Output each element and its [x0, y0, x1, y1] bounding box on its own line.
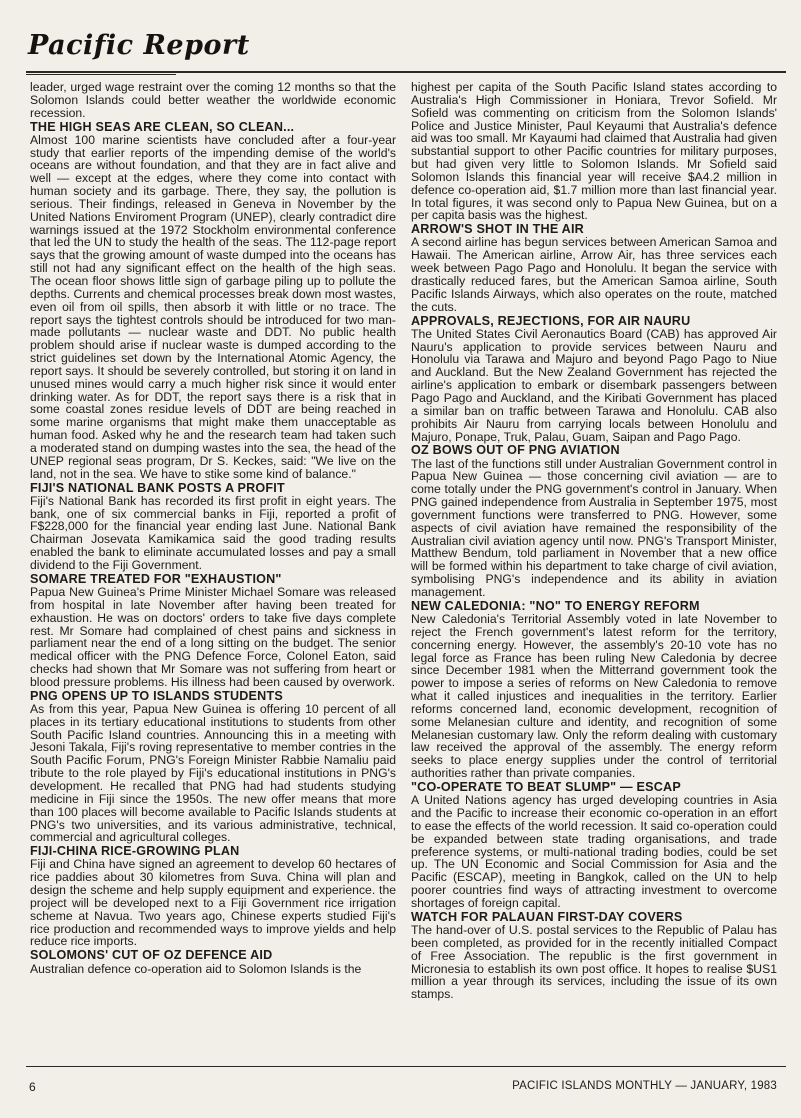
article-paragraph: The hand-over of U.S. postal services to the Republic of Palau has been completed, as provided for in the recently initialled Compact of Free Association. The republic is the first government in Micronesia to establish its own post office. It hopes to realise $US1 million a year through its services, including the issue of its own stamps. [411, 923, 777, 1002]
article-paragraph: The last of the functions still under Australian Government control in Papua New Guinea — those concerning civil aviation — are to come totally under the PNG government's control in January. When PNG gained independence from Australia in September 1975, most government functions were transferred to PNG. However, some aspects of civil aviation have remained the responsibility of the Australian civil aviation agency until now. PNG's Transport Minister, Matthew Bendum, told parliament in November that a new office will be formed within his department to take charge of civil aviation, symbolising PNG's independence and its ability in aviation management. [411, 456, 777, 599]
article-paragraph: New Caledonia's Territorial Assembly voted in late November to reject the French government's latest reform for the territory, concerning energy. However, the assembly's 20-10 vote has no legal force as France has been ruling New Caledonia by decree since December 1981 when the Mitterrand government took the power to impose a series of reforms on New Caledonia to remove what it called injustices and inequalities in the territory. Earlier reforms concerned land, economic development, recognition of some Melanesian culture and identity, and recognition of some Melanesian customary law. Only the reform dealing with customary law received the approval of the assembly. The energy reform seeks to place energy supplies under the control of territorial authorities rather than private companies. [411, 612, 777, 781]
article-heading: OZ BOWS OUT OF PNG AVIATION [411, 443, 620, 458]
article-heading: THE HIGH SEAS ARE CLEAN, SO CLEAN... [30, 119, 295, 134]
article-paragraph: Papua New Guinea's Prime Minister Michael Somare was released from hospital in late November after having been treated for exhaustion. He was on doctors' orders to take five days complete rest. Mr Somare had complained of chest pains and sickness in parliament near the end of a long sitting on the budget. The senior medical officer with the PNG Defence Force, Colonel Eaton, said checks had shown that Mr Somare was not suffering from heart or blood pressure problems. His illness had been caused by overwork. [30, 584, 396, 689]
article-paragraph: A second airline has begun services between American Samoa and Hawaii. The American airline, Arrow Air, has three services each week between Pago Pago and Honolulu. It began the service with drastically reduced fares, but the American Samoa airline, South Pacific Islands Airways, which also operates on the route, matched the cuts. [411, 235, 777, 314]
logo-underline [26, 74, 176, 75]
article-paragraph: leader, urged wage restraint over the coming 12 months so that the Solomon Islands could better weather the worldwide economic recession. [30, 81, 396, 120]
pacific-report-logo: Pacific Report [28, 30, 250, 61]
article-heading: PNG OPENS UP TO ISLANDS STUDENTS [30, 688, 283, 703]
masthead [26, 18, 786, 80]
article-heading: NEW CALEDONIA: "NO" TO ENERGY REFORM [411, 598, 700, 613]
article-paragraph: The United States Civil Aeronautics Board (CAB) has approved Air Nauru's application to provide services between Nauru and Honolulu via Tarawa and Majuro and beyond Pago Pago to Niue and Auckland. But the New Zealand Government has rejected the airline's application to embark or disembark passengers between Pago Pago and Auckland, and the Kiribati Government has placed a similar ban on traffic between Tarawa and Honolulu. CAB also prohibits Air Nauru from carrying locals between Honolulu and Majuro, Ponape, Truk, Palau, Guam, Saipan and Pago Pago. [411, 326, 777, 444]
article-heading: FIJI'S NATIONAL BANK POSTS A PROFIT [30, 480, 285, 495]
footer-rule [26, 1066, 786, 1067]
article-heading: ARROW'S SHOT IN THE AIR [411, 222, 584, 237]
article-paragraph: A United Nations agency has urged developing countries in Asia and the Pacific to increase their economic co-operation in an effort to ease the effects of the world recession. It said co-operation could be expanded between state trading organisations, and trade preference systems, or multi-national trading bodies, could be set up. The UN Economic and Social Commission for Asia and the Pacific (ESCAP), meeting in Bangkok, called on the UN to help poorer countries find ways of attracting investment to overcome shortages of foreign capital. [411, 793, 777, 910]
article-paragraph: Almost 100 marine scientists have concluded after a four-year study that earlier reports of the impending demise of the world's oceans are without foundation, and that they are in fact alive and well — except at the edges, where they come into contact with human society and its garbage. There, they say, the pollution is serious. Their findings, released in Geneva in November by the United Nations Enviroment Program (UNEP), clearly contradict dire warnings issued at the 1972 Stockholm environmental conference that led the UN to study the health of the seas. The 112-page report says that the growing amount of waste dumped into the oceans has still not had any significant effect on the health of the high seas. The ocean floor shows little sign of garbage piling up to pollute the depths. Currents and chemical processes break down most wastes, even oil from oil spills, then absorb it with little or no trace. The report says the tightest controls should be introduced for two man-made pollutants — nuclear waste and DDT. No public health problem should arise if nuclear waste is dumped according to the strict guidelines set down by the International Atomic Agency, the report says. It should be severely controlled, but storing it on land in unused mines would carry a much higher risk since it would enter drinking water. As for DDT, the report says there is a risk that in some coastal zones residue levels of DDT are being reached in some marine organisms that might make them unacceptable as human food. Asked why he and the research team had taken such a moderated stand on dumping wastes into the sea, the head of the UNEP regional seas program, Dr S. Keckes, said: "We live on the land, not in the sea. We have to stike some kind of balance." [30, 132, 396, 481]
article-paragraph: Australian defence co-operation aid to Solomon Islands is the [30, 961, 362, 976]
article-heading: SOMARE TREATED FOR "EXHAUSTION" [30, 571, 282, 586]
article-paragraph: Fiji's National Bank has recorded its first profit in eight years. The bank, one of six commercial banks in Fiji, reported a profit of F$228,000 for the financial year ending last June. National Bank Chairman Josevata Kamikamica said the good trading results enabled the bank to eliminate accumulated losses and pay a small dividend to the Fiji Government. [30, 493, 396, 572]
article-paragraph: As from this year, Papua New Guinea is offering 10 percent of all places in its tertiary educational institutions to students from other South Pacific Island countries. Announcing this in a meeting with Jesoni Takala, Fiji's roving representative to member contries in the South Pacific Forum, PNG's Foreign Minister Rabbie Namaliu paid tribute to the role played by Fiji's educational institutions in PNG's development. He recalled that PNG had had students studying medicine in Fiji since the 1950s. The new offer means that more than 100 places will become available to Pacific Islands students at PNG's two universities, and its various administrative, technical, commercial and agricultural colleges. [30, 701, 396, 845]
article-heading: "CO-OPERATE TO BEAT SLUMP" — ESCAP [411, 780, 681, 794]
article-heading: WATCH FOR PALAUAN FIRST-DAY COVERS [411, 909, 683, 924]
publication-footer: PACIFIC ISLANDS MONTHLY — JANUARY, 1983 [512, 1080, 777, 1092]
left-column [30, 81, 396, 1051]
article-heading: FIJI-CHINA RICE-GROWING PLAN [30, 844, 240, 859]
article-heading: APPROVALS, REJECTIONS, FOR AIR NAURU [411, 313, 691, 328]
article-paragraph: highest per capita of the South Pacific Island states according to Australia's High Commissioner in Honiara, Trevor Sofield. Mr Sofield was commenting on criticism from the Solomon Islands' Police and Justice Minister, Paul Keyaumi that Australia's defence aid was too small. Mr Kayaumi had claimed that Australia had given substantial support to other Pacific countries for military purposes, but had given very little to Solomon Islands. Mr Sofield said Solomon Islands this financial year will receive $A4.2 million in defence co-operation aid, $1.7 million more than last financial year. In total figures, it was second only to Papua New Guinea, but on a per capita basis was the highest. [411, 81, 777, 223]
right-column [411, 81, 777, 1051]
page-number: 6 [29, 1080, 36, 1094]
article-paragraph: Fiji and China have signed an agreement to develop 60 hectares of rice paddies about 30 kilometres from Suva. China will plan and design the scheme and help supply equipment and experience. the project will be developed next to a Fiji Government rice irrigation scheme at Navua. Two years ago, Chinese experts studied Fiji's rice production and recommended ways to improve yields and help reduce rice imports. [30, 857, 396, 949]
masthead-rule [26, 71, 786, 73]
article-heading: SOLOMONS' CUT OF OZ DEFENCE AID [30, 948, 273, 963]
